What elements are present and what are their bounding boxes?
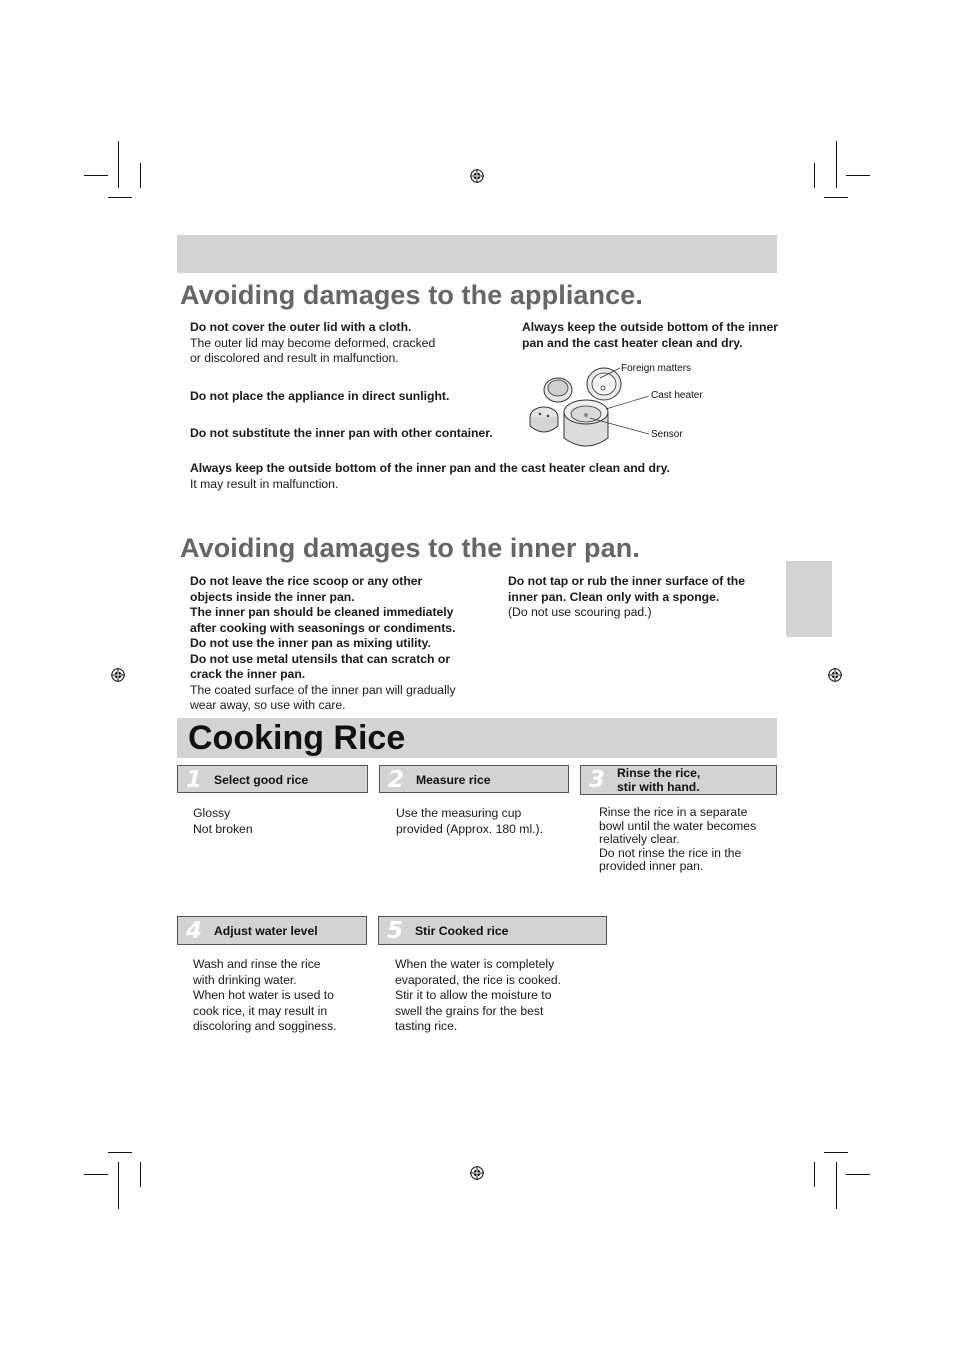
note-line: inner pan. Clean only with a sponge. <box>508 589 720 604</box>
step-line: tasting rice. <box>395 1019 458 1033</box>
registration-mark-icon <box>111 668 125 682</box>
step-label: Adjust water level <box>214 924 318 938</box>
step-header-4 <box>177 916 367 945</box>
side-tab <box>786 561 832 637</box>
step-line: provided (Approx. 180 ml.). <box>396 821 543 836</box>
figure-label-foreign-matters: Foreign matters <box>621 363 692 374</box>
step-body-1 <box>193 806 363 837</box>
note-line: crack the inner pan. <box>190 667 306 681</box>
step-label-line: stir with hand. <box>617 780 700 794</box>
step-line: relatively clear. <box>599 832 680 847</box>
step-number: 2 <box>388 767 405 793</box>
item-heading: Do not substitute the inner pan with other container. <box>190 426 493 440</box>
step-header-2 <box>379 765 569 793</box>
section-title-inner-pan: Avoiding damages to the inner pan. <box>180 533 640 563</box>
step-body-3 <box>599 806 777 874</box>
step-line: Use the measuring cup <box>396 806 522 820</box>
note-line: Always keep the outside bottom of the inner <box>522 320 778 334</box>
step-line: provided inner pan. <box>599 859 704 874</box>
step-number: 1 <box>186 767 203 793</box>
registration-mark-icon <box>828 668 842 682</box>
note-text: The coated surface of the inner pan will gradually <box>190 682 456 697</box>
item-heading: Do not cover the outer lid with a cloth. <box>190 320 412 334</box>
appliance-right-note <box>522 320 792 351</box>
step-body-2 <box>396 806 571 837</box>
item-heading: Always keep the outside bottom of the inner pan and the cast heater clean and dry. <box>190 461 670 475</box>
step-label: Measure rice <box>416 773 491 787</box>
step-line: swell the grains for the best <box>395 1003 544 1018</box>
note-text: wear away, so use with care. <box>190 698 346 712</box>
appliance-item-cloth <box>190 320 520 367</box>
step-label <box>617 766 700 794</box>
inner-pan-left-notes <box>190 574 500 714</box>
note-line: Do not tap or rub the inner surface of the <box>508 574 745 588</box>
appliance-item-clean <box>190 461 750 492</box>
step-label: Select good rice <box>214 773 309 787</box>
step-body-4 <box>193 957 368 1035</box>
note-line: The inner pan should be cleaned immediately <box>190 605 454 619</box>
note-line: Do not use metal utensils that can scratch or <box>190 651 451 666</box>
note-line: Do not use the inner pan as mixing utility. <box>190 636 431 650</box>
note-text: (Do not use scouring pad.) <box>508 605 652 619</box>
appliance-item-container <box>190 426 530 442</box>
step-line: cook rice, it may result in <box>193 1003 328 1018</box>
page-title-cooking-rice: Cooking Rice <box>188 719 406 757</box>
inner-pan-right-notes <box>508 574 778 621</box>
item-text: It may result in malfunction. <box>190 476 339 491</box>
step-header-1 <box>177 765 368 793</box>
note-line: pan and the cast heater clean and dry. <box>522 335 743 350</box>
step-line: with drinking water. <box>193 972 297 987</box>
step-line: Not broken <box>193 821 253 836</box>
step-line: Stir it to allow the moisture to <box>395 988 552 1002</box>
step-line: Do not rinse the rice in the <box>599 845 742 860</box>
step-body-5 <box>395 957 600 1035</box>
step-number: 5 <box>387 918 404 944</box>
section-title-appliance: Avoiding damages to the appliance. <box>180 280 643 310</box>
step-line: Wash and rinse the rice <box>193 957 321 971</box>
figure-label-cast-heater: Cast heater <box>651 390 703 401</box>
note-line: after cooking with seasonings or condiments. <box>190 620 456 635</box>
item-heading: Do not place the appliance in direct sunlight. <box>190 389 450 403</box>
step-line: Glossy <box>193 806 231 820</box>
step-number: 4 <box>186 918 203 944</box>
appliance-item-sunlight <box>190 389 520 405</box>
step-line: When hot water is used to <box>193 988 334 1002</box>
registration-mark-icon <box>470 1166 484 1180</box>
item-text: or discolored and result in malfunction. <box>190 351 399 365</box>
step-label: Stir Cooked rice <box>415 924 509 938</box>
step-line: Rinse the rice in a separate <box>599 805 748 819</box>
step-label-line: Rinse the rice, <box>617 766 701 780</box>
step-header-5 <box>378 916 607 945</box>
step-number: 3 <box>589 767 606 793</box>
item-text: The outer lid may become deformed, cracked <box>190 335 436 350</box>
step-line: discoloring and sogginess. <box>193 1019 337 1033</box>
registration-mark-icon <box>470 169 484 183</box>
figure-label-sensor: Sensor <box>651 429 683 440</box>
step-line: When the water is completely <box>395 957 555 971</box>
step-header-3 <box>580 765 777 795</box>
step-line: bowl until the water becomes <box>599 818 757 833</box>
note-line: objects inside the inner pan. <box>190 589 355 604</box>
header-band <box>177 235 777 273</box>
step-line: evaporated, the rice is cooked. <box>395 972 561 987</box>
note-line: Do not leave the rice scoop or any other <box>190 574 423 588</box>
